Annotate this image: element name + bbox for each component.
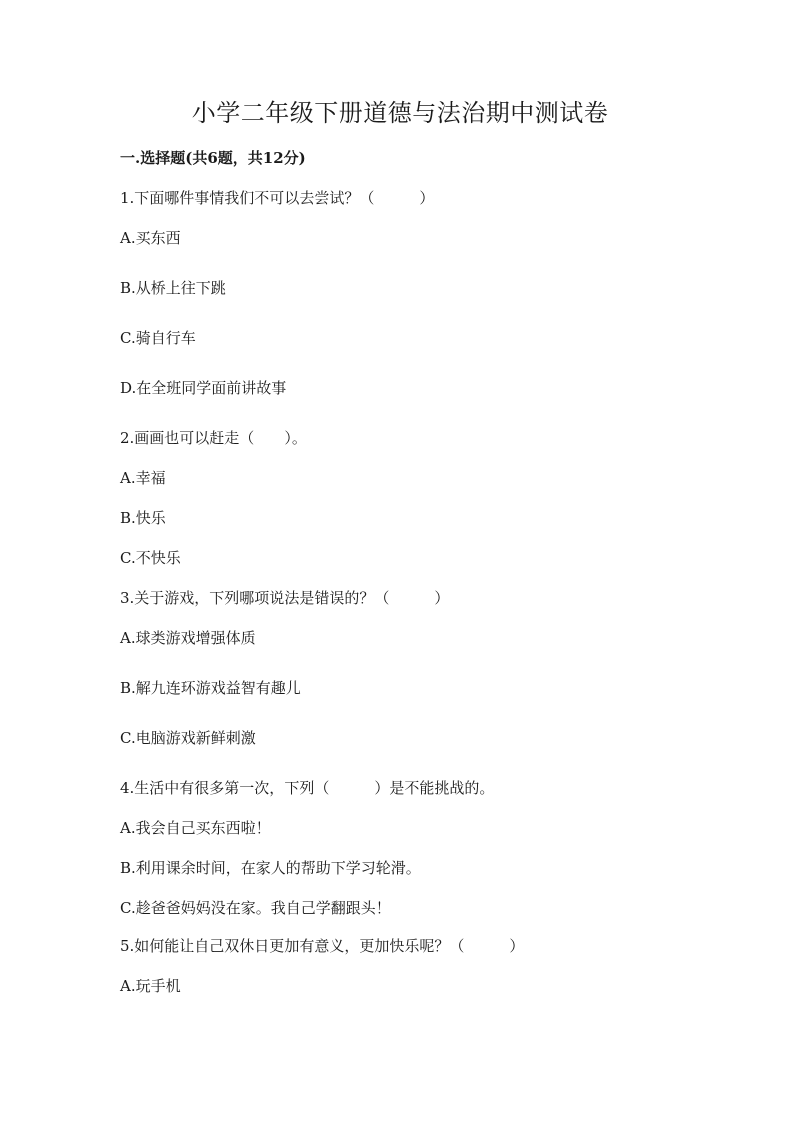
option-1-a: A.买东西: [120, 229, 181, 247]
option-3-c: C.电脑游戏新鲜刺激: [120, 729, 256, 747]
option-1-b: B.从桥上往下跳: [120, 279, 226, 297]
option-3-a: A.球类游戏增强体质: [120, 629, 256, 647]
question-stem-1: 1.下面哪件事情我们不可以去尝试？（ ）: [120, 189, 435, 207]
page-title: 小学二年级下册道德与法治期中测试卷: [191, 99, 609, 127]
section-heading: 一.选择题(共6题，共12分): [120, 149, 306, 167]
option-4-b: B.利用课余时间，在家人的帮助下学习轮滑。: [120, 859, 421, 877]
option-2-a: A.幸福: [120, 469, 166, 487]
question-stem-4: 4.生活中有很多第一次，下列（ ）是不能挑战的。: [120, 779, 495, 797]
option-2-c: C.不快乐: [120, 549, 181, 567]
question-stem-5: 5.如何能让自己双休日更加有意义，更加快乐呢？（ ）: [120, 937, 525, 955]
option-5-a: A.玩手机: [120, 977, 181, 995]
question-stem-2: 2.画画也可以赶走（ ）。: [120, 429, 307, 447]
option-4-c: C.趁爸爸妈妈没在家。我自己学翻跟头！: [120, 899, 391, 917]
option-1-c: C.骑自行车: [120, 329, 196, 347]
question-stem-3: 3.关于游戏，下列哪项说法是错误的？（ ）: [120, 589, 450, 607]
option-2-b: B.快乐: [120, 509, 166, 527]
option-3-b: B.解九连环游戏益智有趣儿: [120, 679, 301, 697]
option-4-a: A.我会自己买东西啦！: [120, 819, 271, 837]
option-1-d: D.在全班同学面前讲故事: [120, 379, 287, 397]
